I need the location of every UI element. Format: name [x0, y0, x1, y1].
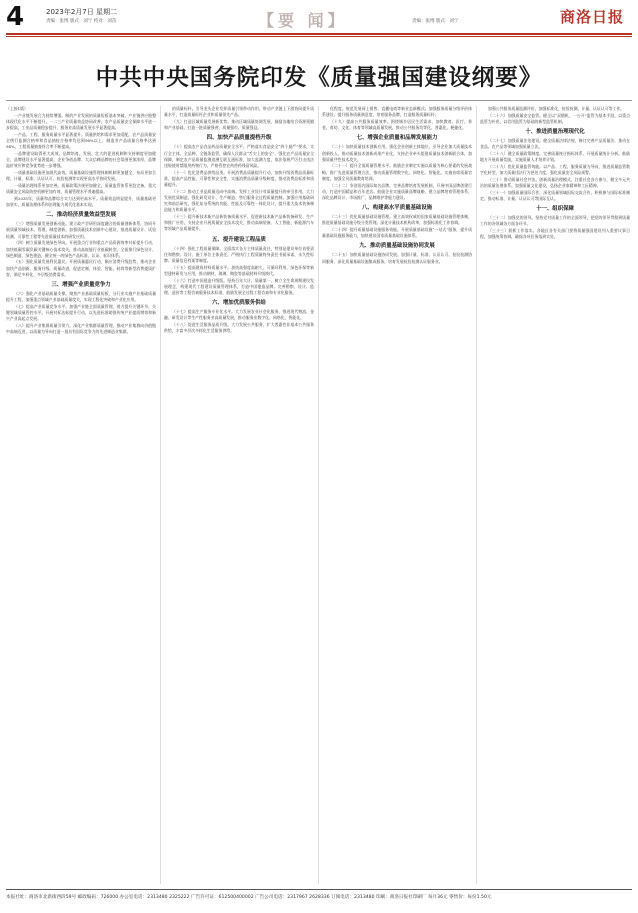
- article-paragraph: （十）提高农产品食品药品质量安全水平。严格落实食品安全“四个最严”要求，实行全主体、全品种、全链条监管，确保人民群众“舌尖上的安全”。强化农产品质量安全保障，制定农产品质量监测追溯互联互通标准，加大监测力度，依法依规严厉打击违法违规使用禁限用药物行为，严格管控农药兽药残留风险。: [164, 144, 314, 168]
- column-divider: [476, 106, 477, 884]
- article-paragraph: 一质量基础设施更加现代高效。质量基础设施管理体制机制更加健全，布局更加合理，计量、标准、认证认可、检验检测等实现更高水平协同发展。: [6, 170, 156, 182]
- article-paragraph: （二十九）优化质量监管效能。以产品、工程、服务质量为导向，推进质量监管数字化转型，加大质量违法行为惩处力度，强化质量安全风险预警。: [480, 163, 630, 176]
- article-paragraph: （二十七）加强质量法治建设。健全质量法律法规，修订完善产品质量法，推动在食品、农产品等领域加强质量立法。: [480, 138, 630, 150]
- article-paragraph: （十二）推动工业品质量迈向中高端。发挥工业设计对质量提升的牵引作用，大力发展优质制造，强化研发设计、生产制造、售后服务全过程质量控制。加强应用基础研究和前沿研究，强化复杂系统的功能、性能及可靠性一体化设计，提升重大技术装备制造能力和质量水平。: [164, 188, 314, 213]
- page-number: 4: [6, 2, 25, 32]
- part-heading: 四、加快产品质量提档升级: [206, 135, 272, 142]
- column-divider: [160, 106, 161, 884]
- article-paragraph: （十七）提高生产服务专业化水平。大力发展农业社会化服务，推进现代物流、金融、研发设计等生产性服务业高质量发展，推动服务业数字化、网络化、智能化。: [164, 309, 314, 321]
- article-paragraph: （六）强化产业基础质量支撑。聚焦产业基础质量短板，分行业实施产业基础质量提升工程，加强重点领域产业基础质量攻关，实现工程化突破和产业化应用。: [6, 291, 156, 303]
- article-paragraph: （八）提升产业集群质量引领力。深化产业集群质量管理，推动产业集群向价值链中高端迈进，以质量为导向打造一批具有国际竞争力的先进制造业集群。: [6, 323, 156, 335]
- part-heading: 十、推进质量治理现代化: [525, 129, 585, 136]
- article-column-3: [322, 106, 472, 884]
- article-paragraph: （三十三）狠抓工作落实。各地区各有关部门要将质量强国建设列入重要议事日程，加强统筹协调，确保各项任务落到实处。: [480, 228, 630, 240]
- part-heading: 五、提升建设工程品质: [212, 236, 266, 243]
- article-paragraph: 到2035年，质量和品牌综合实力达到更高水平。质量效益明显提升，质量基础更加坚实，质量治理体系和治理能力现代化基本实现。: [6, 195, 156, 208]
- headline-divider: [6, 100, 632, 101]
- article-headline: 中共中央国务院印发《质量强国建设纲要》: [95, 65, 543, 91]
- article-paragraph: （十九）提高公共服务质量效率。围绕城乡居民生活需求，加快教育、医疗、养老、育幼、文化、体育等领域高质量发展，推动公共服务均等化、普惠化、便捷化。: [322, 118, 472, 131]
- article-paragraph: （九）打造区域质量发展新优势。推动区域质量协调发展，鼓励各地结合资源禀赋和产业基础，打造一批质量强省、质量强市、质量强县。: [164, 118, 314, 131]
- part-heading: 七、增强企业质量和品牌发展能力: [356, 135, 438, 142]
- article-paragraph: （十五）提高建筑材料质量水平。加快高强度高耐久、可循环利用、绿色环保等新型建材研发与应用，推动钢材、玻璃、陶瓷等基础材料升级换代。: [164, 264, 314, 276]
- header-rule-thin: [6, 36, 632, 37]
- article-paragraph: 一产品、工程、服务质量水平显著提升。质量供给和需求更加适配，农产品质量安全例行监测合格率和食品抽检合格率均达到98%以上，制造业产品质量合格率达到94%，工程质量抽查符合率不断提高。: [6, 131, 156, 150]
- article-paragraph: 一产业链发展合力持续增强。制约产业发展的质量短板基本突破，产业链供应链整体现代化水平不断提升，一二三产业质量效益协同改善，农产品质量安全保障水平进一步提高，工业品质量稳步提升，服务业高质量发展水平显著提高。: [6, 112, 156, 131]
- footer-rule: [6, 889, 632, 890]
- article-paragraph: （二十）加快质量技术创新应用。强化企业创新主体地位，引导企业加大质量技术创新投入，推动质量技术创新成果产业化。支持企业牵头组建质量技术创新联合体，加强质量共性技术攻关。: [322, 144, 472, 162]
- article-paragraph: （三十一）加强质量国际合作。深化质量领域国际交流合作，积极参与国际标准制定，推动标准、计量、认证认可等国际互认。: [480, 189, 630, 201]
- column-divider: [318, 106, 319, 884]
- publisher-footer: 本报社址：商洛市北新街西段59号 邮政编码：726000 办公室电话：2313480 2325222 广告许可证：612500400002 广告公司电话：2317967 2628336 订阅电话：2313480 印刷：商洛日报社印刷厂 每月36元 零售价：每份1.50元: [6, 895, 492, 900]
- article-paragraph: （二十六）加强质量安全监管。健全以“双随机、一公开”监管为基本手段、以重点监管为补充、以信用监管为基础的新型监管机制。: [480, 112, 630, 124]
- article-paragraph: 化程度。规范发展网上销售，直播电商等新业态新模式。加强服务质量分级评价体系建设，提升服务质量满意度，培育服务品牌，打造服务质量标杆。: [322, 106, 472, 118]
- article-paragraph: 一质量治理体系更加完善。质量政策法规更加健全，质量监管体系更趋完备，重大质量安全风险防控机制更加有效，质量管理水平普遍提高。: [6, 182, 156, 195]
- editor-credits: 责编：张博 版式：刘宁 校对：刘苗: [46, 19, 117, 24]
- article-paragraph: （十三）提升新技术新产品新装备质量水平。促进新技术新产品新装备研发、生产和推广应用，支持企业开展质量安全技术攻关，推动高端装备、人工智能、新能源汽车等领域产品质量提升。: [164, 214, 314, 232]
- article-paragraph: （十一）优化消费品供给品类。开展消费品质量提升行动，加快升级消费品质量标准，提高产品性能、可靠性和安全性，实施消费品质量分级制度，推动消费品标准和质量提升。: [164, 169, 314, 188]
- article-paragraph: （五）强化质量发展利民惠民。开展质量惠民行动，顺应消费升级趋势，推动企业加快产品创新、服务升级、质量改进，促进定制、体验、智能、时尚等新型消费提质扩容，满足多样化、多层级消费需求。: [6, 259, 156, 277]
- article-paragraph: 加强公共服务质量监测评价，加强标准化、检验检测、计量、认证认可等工作。: [488, 106, 625, 111]
- article-paragraph: （二十八）健全质量政策制度。完善质量统计指标体系，开展质量统计分析。鼓励地方开展质量奖励，实施质量人才培养计划。: [480, 151, 630, 163]
- article-column-4: [480, 106, 630, 884]
- article-paragraph: （十八）促进生活服务品质升级。大力发展公共服务，扩大普惠性非基本公共服务供给，丰富多层次多样化生活服务供给。: [164, 322, 314, 334]
- article-paragraph: （三十）推动质量社会共治。创新质量治理模式，注重社会各方参与，健全多元共治的质量治理体系。加强质量文化建设，弘扬企业家精神和工匠精神。: [480, 176, 630, 189]
- newspaper-logo: 商洛日报: [559, 8, 624, 26]
- continued-label: （上接1版）: [6, 106, 28, 111]
- masthead: [0, 0, 638, 40]
- part-heading: 六、增加优质服务供给: [212, 300, 266, 307]
- article-paragraph: （二十五）加快质量基础设施协同发展。加强计量、标准、认证认可、检验检测协同服务，深化质量基础设施集成服务，培育发展检验检测认证服务业。: [322, 252, 472, 264]
- article-paragraph: （二十三）优化质量基础设施管理。建立高效权威的国家质量基础设施管理体制，推进质量基础设施分级分类管理。深化计量技术机构改革，加强标准化工作协调。: [322, 214, 472, 226]
- part-heading: 八、构建高水平质量基础设施: [361, 205, 433, 212]
- article-paragraph: （三十二）加强党的领导。坚持党对质量工作的全面领导，把党的领导贯彻到质量工作的各领域各方面各环节。: [480, 215, 630, 227]
- article-paragraph: （二十二）争创国内国际知名品牌。完善品牌培育发展机制，开展中国品牌创建行动，打造中国精品和百年老店。鼓励企业实施质量品牌战略，建立品牌培育管理体系，深化品牌设计、市场推广、品牌维护等能力建设。: [322, 182, 472, 200]
- header-rule: [6, 33, 632, 35]
- article-paragraph: 的质量标杆。引导龙头企业发挥质量引领带动作用，带动产业链上下游协同提升质量水平，打造质量标杆企业和质量领先产品。: [164, 106, 314, 118]
- part-heading: 二、推动经济质量效益型发展: [45, 212, 117, 219]
- article-column-1: [6, 106, 156, 884]
- article-paragraph: （二十四）提升质量基础设施服务效能。开展质量基础设施“一站式”服务，提升质量基础设施服务能力，加快建设国家质量基础设施体系。: [322, 227, 472, 239]
- article-paragraph: 一品牌建设取得更大成效。品牌培育、发展、壮大的促进机制和支持制度更加健全，品牌建设水平显著提高，企业争创品牌、大众信赖品牌的社会氛围更加浓厚，品牌溢价效应和竞争优势进一步增强。: [6, 150, 156, 169]
- article-paragraph: （三）增强质量发展创新动能。建立政产学研用深度融合的质量创新体系，协同开展质量领域技术、管理、制度创新。加强质量技术创新中心建设，推进质量设计、试验检测、可靠性工程等先进质量技术的研发应用。: [6, 221, 156, 239]
- part-heading: 十一、组织保障: [536, 206, 574, 213]
- section-name: 【要 闻】: [258, 11, 348, 30]
- article-paragraph: （七）提高产业质量竞争水平。加强产业链全面质量管理，着力提升关键环节、关键领域质量管控水平。开展对标达标提升行动，以先进标准助推传统产业提质增效和新兴产业高起点发展。: [6, 303, 156, 322]
- issue-date: 2023年2月7日 星期二: [46, 8, 117, 16]
- part-heading: 九、推动质量基础设施协同发展: [359, 243, 435, 250]
- article-paragraph: （二十一）提升全面质量管理水平。鼓励企业制定实施以质量为核心要素的发展战略，推广先进质量管理方法，推动质量管理数字化、网络化、智能化。实施首席质量官制度，加强全员质量教育培训。: [322, 163, 472, 181]
- editor-credits-right: 责编：张博 版式：刘宁: [412, 19, 459, 24]
- part-heading: 三、增强产业质量竞争力: [51, 282, 111, 289]
- article-paragraph: （十六）打造中国建造升级版。坚持百年大计、质量第一，树立全生命周期建设发展理念，构建现代工程建设质量管理体系，打造中国建造品牌。完善勘察、设计、监理、造价等工程咨询服务技术标准，鼓励发展全过程工程咨询和专业化服务。: [164, 277, 314, 296]
- article-paragraph: （十四）强化工程质量保障。全面落实各方主体质量责任，特别是建设单位首要责任和勘察、设计、施工单位主体责任。严格执行工程质量终身责任书面承诺、永久性标牌、质量信息档案等制度。: [164, 245, 314, 264]
- article-column-2: [164, 106, 314, 884]
- article-paragraph: （四）树立质量发展绿色导向。开展重点行业和重点产品资源效率对标提升行动，加快低碳零碳负碳关键核心技术攻关，推动高耗能行业低碳转型。全面推行绿色设计、绿色制造、绿色建造，健全统一的绿色产品标准、认证、标识体系。: [6, 240, 156, 258]
